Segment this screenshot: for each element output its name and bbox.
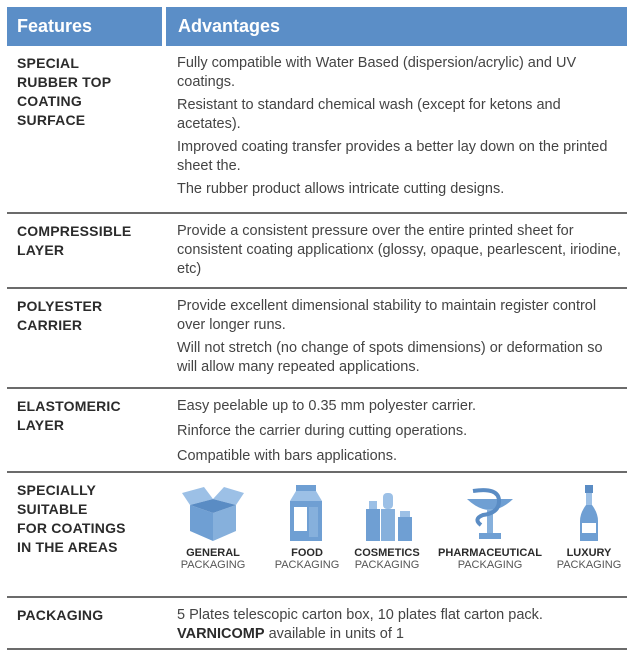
area-general: GENERAL PACKAGING <box>175 485 251 571</box>
advantages-list <box>177 54 625 203</box>
area-cosmetics: COSMETICS PACKAGING <box>347 485 427 571</box>
feature-label: POLYESTER CARRIER <box>17 298 103 333</box>
pharmacy-icon <box>459 485 521 543</box>
row-rubber-top <box>7 46 627 214</box>
area-luxury: LUXURY PACKAGING <box>551 485 627 571</box>
advantage-item: Provide excellent dimensional stability to maintain register control over longer runs. <box>177 298 597 333</box>
advantage-item: Provide a consistent pressure over the entire printed sheet for consistent coating applicationx (glossy, opaque, pearlescent, iriodine, etc) <box>177 223 621 277</box>
brand-name: VARNICOMP <box>177 626 265 642</box>
row-polyester <box>7 289 627 389</box>
feature-label: SPECIAL RUBBER TOP COATING SURFACE <box>17 55 112 128</box>
application-areas <box>175 485 627 585</box>
box-icon <box>182 485 244 543</box>
advantage-item: Compatible with bars applications. <box>177 448 398 464</box>
advantages-list <box>177 397 625 472</box>
feature-label: ELASTOMERIC LAYER <box>17 398 121 433</box>
milk-carton-icon <box>276 485 338 543</box>
feature-label: COMPRESSIBLE LAYER <box>17 223 132 258</box>
area-pharmaceutical: PHARMACEUTICAL PACKAGING <box>431 485 549 571</box>
advantages-list <box>177 297 625 381</box>
advantage-item: Improved coating transfer provides a better lay down on the printed sheet the. <box>177 139 608 174</box>
row-compressible <box>7 214 627 289</box>
cosmetics-icon <box>356 485 418 543</box>
advantage-item: Rinforce the carrier during cutting operations. <box>177 423 468 439</box>
feature-label: PACKAGING <box>17 607 104 623</box>
advantage-item: Fully compatible with Water Based (dispersion/acrylic) and UV coatings. <box>177 55 577 90</box>
advantage-item: Resistant to standard chemical wash (except for ketons and acetates). <box>177 97 561 132</box>
packaging-info: 5 Plates telescopic carton box, 10 plates flat carton pack. VARNICOMP available in units of 1 <box>177 607 543 642</box>
area-food: FOOD PACKAGING <box>269 485 345 571</box>
bottle-icon <box>558 485 620 543</box>
advantage-item: Easy peelable up to 0.35 mm polyester carrier. <box>177 398 477 414</box>
advantage-item: Will not stretch (no change of spots dimensions) or deformation so will allow many repeated applications. <box>177 340 603 375</box>
advantages-list <box>177 222 625 283</box>
row-suitable-areas <box>7 473 627 598</box>
feature-label: SPECIALLY SUITABLE FOR COATINGS IN THE AREAS <box>17 482 126 555</box>
row-packaging <box>7 598 627 650</box>
advantage-item: The rubber product allows intricate cutting designs. <box>177 181 505 197</box>
features-header: Features <box>7 7 162 46</box>
row-elastomeric <box>7 389 627 473</box>
advantages-header: Advantages <box>166 7 627 46</box>
